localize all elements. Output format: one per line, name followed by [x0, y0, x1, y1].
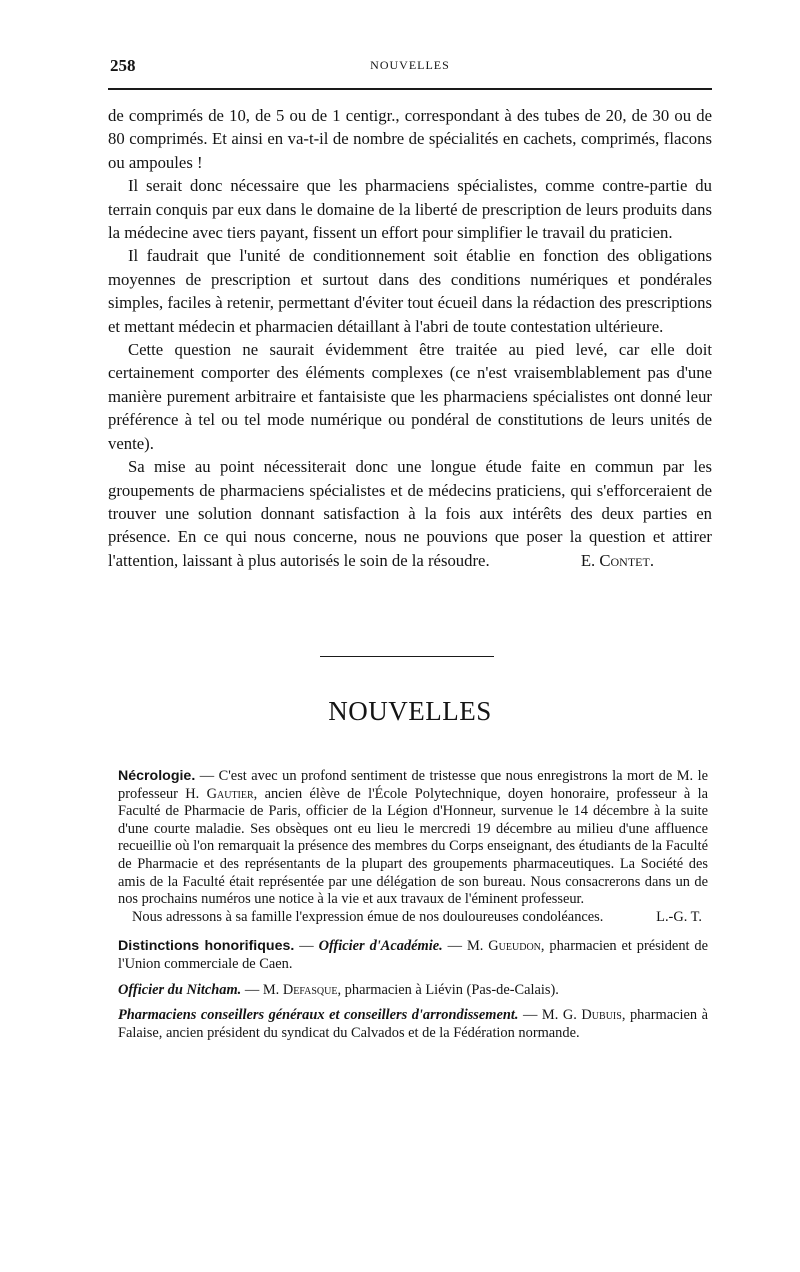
distinctions-name: Gueudon	[488, 938, 541, 955]
distinctions-dash: —	[294, 938, 319, 955]
article-paragraph: de comprimés de 10, de 5 ou de 1 centigr., correspondant à des tubes de 20, de 30 ou de 80 comprimés. Et ainsi en va-t-il de nombre de spécialités en cachets, comprimés, flacons ou ampoules !	[108, 106, 712, 172]
running-head	[108, 56, 712, 78]
necrologie-name: Gautier	[206, 785, 254, 802]
conseillers-heading: Pharmaciens conseillers généraux et conseillers d'arrondissement.	[118, 1007, 519, 1024]
article-signature: E. Contet.	[580, 550, 654, 570]
nitcham-item	[118, 982, 708, 1000]
running-title: NOUVELLES	[370, 58, 450, 72]
article-text	[108, 104, 712, 572]
nitcham-heading: Officier du Nitcham.	[118, 981, 242, 998]
nitcham-name: Defasque	[282, 981, 338, 998]
nitcham-text-2: , pharmacien à Liévin (Pas-de-Calais).	[337, 981, 559, 998]
section-separator	[320, 656, 494, 657]
distinctions-heading: Distinctions honorifiques.	[118, 938, 295, 955]
conseillers-item	[118, 1007, 708, 1042]
distinctions-text-1: — M.	[442, 938, 489, 955]
spacer	[118, 974, 708, 982]
article-paragraph-text: Sa mise au point nécessiterait donc une longue étude faite en commun par les groupements de pharmaciens spécialistes et de médecins praticiens, qui s'efforceraient de trouver une solution donnant satisfaction à la fois aux intérêts des deux parties en présence. En ce qui nous concerne, nous ne pouvions que poser la question et attirer l'attention, laissant à plus autorisés le soin de la résoudre.	[108, 457, 712, 570]
article-paragraph: Il faudrait que l'unité de conditionnement soit établie en fonction des obligations moyennes de prescription et surtout dans des conditions numériques et pondérales simples, faciles à retenir, permettant d'éviter tout écueil dans la rédaction des prescriptions et mettant médecin et pharmacien détaillant à l'abri de toute contestation ultérieure.	[108, 246, 712, 336]
distinctions-award: Officier d'Académie.	[318, 938, 443, 955]
section-title: NOUVELLES	[328, 696, 492, 726]
necrologie-heading: Nécrologie.	[118, 768, 196, 784]
necrologie-item	[118, 768, 708, 909]
necrologie-text-2: , ancien élève de l'École Polytechnique, doyen honoraire, professeur à la Faculté de Pharmacie de Paris, officier de la Légion d'Honneur, survenue le 14 décembre à la suite d'une courte maladie. Ses obsèques ont eu lieu le mercredi 19 décembre au milieu d'une affluence recueillie où l'on remarquait la présence des membres du Corps enseignant, des étudiants de la Faculté de Pharmacie et des représentants de la plupart des groupements pharmaceutiques. La Société des amis de la Faculté était représentée par une délégation de son bureau. Nous consacrerons dans un de nos prochains numéros une notice à la vie et aux travaux de l'éminent professeur.	[118, 785, 708, 908]
distinctions-text-2: , pharmacien et président de l'Union commerciale de Caen.	[118, 938, 709, 972]
article-paragraph: Cette question ne saurait évidemment être traitée au pied levé, car elle doit certainement comporter des éléments complexes (ce n'est vraisemblablement pas d'une manière purement arbitraire et fantaisiste que les pharmaciens spécialistes ont donné leur préférence à tel ou tel mode numérique ou pondéral de constitutions de leurs unités de vente).	[108, 340, 712, 453]
nitcham-text-1: — M.	[241, 981, 283, 998]
necrologie-signature: L.-G. T.	[656, 908, 702, 925]
condolences-text: Nous adressons à sa famille l'expression émue de nos douloureuses condoléances.	[132, 908, 604, 925]
conseillers-name: Dubuis	[581, 1007, 622, 1024]
conseillers-text-1: — M. G.	[518, 1007, 582, 1024]
spacer	[118, 926, 708, 938]
page-number: 258	[110, 56, 136, 75]
necrologie-condolences	[118, 909, 708, 927]
article-paragraph: Il serait donc nécessaire que les pharmaciens spécialistes, comme contre-partie du terrain conquis par eux dans le domaine de la liberté de prescription de leurs produits dans la médecine avec tiers payant, fissent un effort pour simplifier le travail du praticien.	[108, 176, 712, 243]
conseillers-text-2: , pharmacien à Falaise, ancien président du syndicat du Calvados et de la Fédération normande.	[118, 1007, 708, 1041]
spacer	[118, 999, 708, 1007]
news-section	[118, 768, 708, 1042]
article-paragraph-last	[108, 455, 712, 572]
header-rule	[108, 88, 712, 90]
distinctions-item	[118, 938, 708, 973]
necrologie-text-1: — C'est avec un profond sentiment de tristesse que nous enregistrons la mort de M. le professeur H.	[118, 768, 708, 802]
